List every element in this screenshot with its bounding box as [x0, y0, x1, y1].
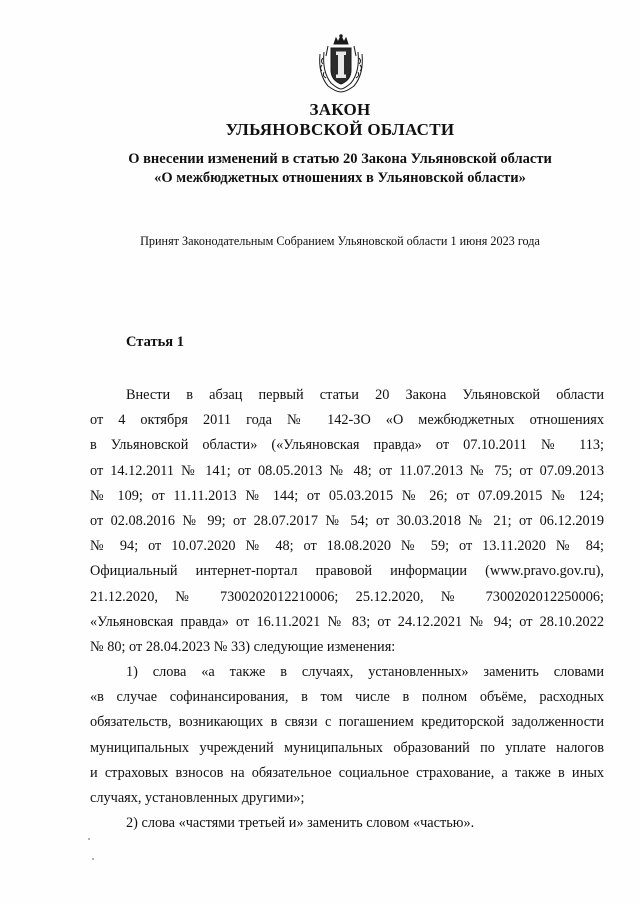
list-item-1-line: обязательств, возникающих в связи с погашением кредиторской задолженности — [90, 714, 604, 731]
body-line: № 80; от 28.04.2023 № 33) следующие изменения: — [90, 638, 396, 655]
body-line: Официальный интернет-портал правовой информации (www.pravo.gov.ru), — [90, 563, 604, 580]
body-line: «Ульяновская правда» от 16.11.2021 № 83; от 24.12.2021 № 94; от 28.10.2022 — [90, 613, 604, 630]
body-line: от 14.12.2011 № 141; от 08.05.2013 № 48; от 11.07.2013 № 75; от 07.09.2013 — [90, 462, 604, 479]
body-line: 21.12.2020, № 7300202012210006; 25.12.2020, № 7300202012250006; — [90, 588, 604, 605]
list-item-2-line: 2) слова «частями третьей и» заменить словом «частью». — [126, 815, 475, 832]
body-line: Внести в абзац первый статьи 20 Закона Ульяновской области — [126, 387, 604, 403]
law-subject-line-1: О внесении изменений в статью 20 Закона Ульяновской области — [128, 151, 552, 167]
law-title-line-2: УЛЬЯНОВСКОЙ ОБЛАСТИ — [225, 120, 455, 139]
article-body — [90, 383, 604, 836]
scan-speck — [88, 838, 90, 840]
adoption-note: Принят Законодательным Собранием Ульяновской области 1 июня 2023 года — [140, 234, 540, 248]
body-line: в Ульяновской области» («Ульяновская правда» от 07.10.2011 № 113; — [90, 437, 604, 454]
law-subject-line-2: «О межбюджетных отношениях в Ульяновской области» — [154, 170, 526, 186]
body-line: от 4 октября 2011 года № 142-ЗО «О межбюджетных отношениях — [90, 412, 604, 429]
article-heading: Статья 1 — [126, 334, 184, 350]
law-title-line-1: ЗАКОН — [309, 100, 371, 119]
list-item-1-line: и страховых взносов на обязательное социальное страхование, а также в иных — [90, 764, 604, 781]
list-item-1-line: случаях, установленных другими»; — [90, 790, 305, 806]
list-item-1-line: муниципальных учреждений муниципальных образований по уплате налогов — [90, 739, 604, 756]
coat-of-arms-icon — [314, 34, 368, 96]
body-line: № 109; от 11.11.2013 № 144; от 05.03.2015 № 26; от 07.09.2015 № 124; — [90, 487, 604, 504]
scan-speck — [92, 858, 94, 860]
list-item-1-line: «в случае софинансирования, в том числе в полном объёме, расходных — [90, 689, 604, 706]
body-line: от 02.08.2016 № 99; от 28.07.2017 № 54; от 30.03.2018 № 21; от 06.12.2019 — [90, 512, 604, 529]
body-line: № 94; от 10.07.2020 № 48; от 18.08.2020 № 59; от 13.11.2020 № 84; — [90, 538, 604, 555]
list-item-1-line: 1) слова «а также в случаях, установленных» заменить словами — [126, 664, 604, 681]
